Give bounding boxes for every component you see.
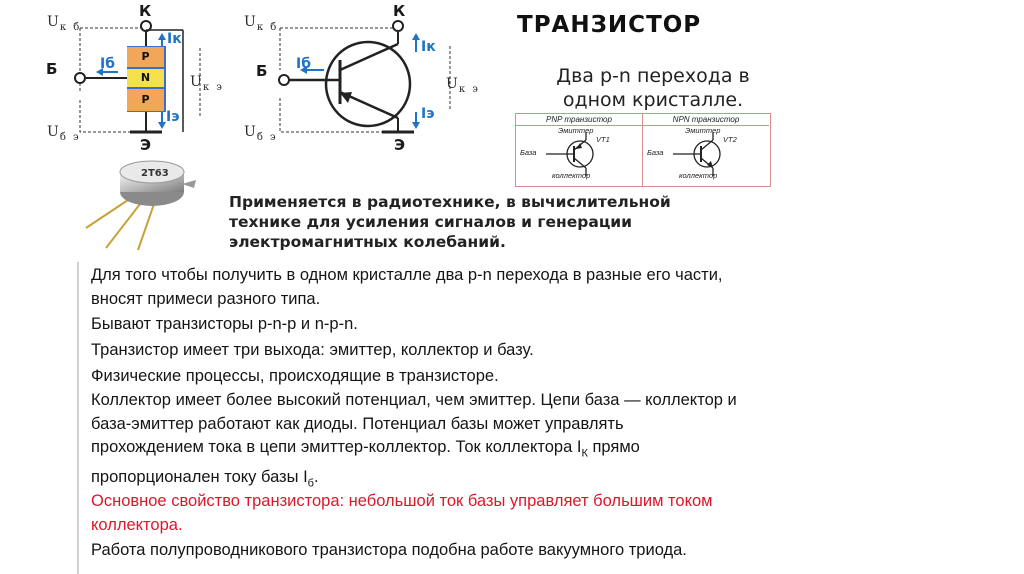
label-ib-2: Iб	[296, 56, 311, 72]
paragraph-line: Коллектор имеет более высокий потенциал, чем эмиттер. Цепи база — коллектор и	[91, 391, 737, 409]
label-ie: Iэ	[166, 109, 180, 125]
label-uke: $U_{к э}$	[190, 74, 224, 93]
layer-p-bottom: P	[127, 89, 164, 111]
paragraph-line: коллектора.	[91, 515, 183, 534]
usage-text	[229, 192, 789, 252]
paragraph-terminals: Транзистор имеет три выхода: эмиттер, коллектор и базу.	[91, 341, 534, 359]
paragraph-line: база-эмиттер работают как диоды. Потенциал базы может управлять	[91, 414, 624, 433]
label-base-2: Б	[256, 62, 268, 80]
subtitle-line: одном кристалле.	[562, 89, 744, 111]
subtitle	[503, 64, 803, 112]
npn-column	[643, 114, 769, 186]
pnp-symbol-icon	[546, 132, 606, 176]
paragraph-impurities	[91, 264, 871, 311]
page-title: ТРАНЗИСТОР	[517, 12, 702, 38]
npn-collector-label: коллектор	[679, 171, 718, 180]
paragraph-line: пропорционален току базы $I_б$.	[91, 467, 319, 490]
npn-symbol-icon	[673, 132, 733, 176]
pnp-ref-label: VT1	[596, 135, 610, 144]
layer-p-top: P	[127, 47, 164, 67]
paragraph-potential	[91, 389, 871, 496]
usage-line: технике для усиления сигналов и генерации	[229, 213, 633, 231]
subtitle-line: Два p-n перехода в	[556, 65, 750, 87]
paragraph-line: прохождением тока в цепи эмиттер-коллектор. Ток коллектора $I_К$ прямо	[91, 438, 640, 460]
photo-marking: 2Т63	[141, 168, 169, 179]
label-ik-2: Iк	[421, 39, 436, 55]
label-ik: Iк	[167, 31, 182, 47]
npn-base-label: База	[647, 148, 664, 157]
npn-ref-label: VT2	[723, 135, 737, 144]
label-uke-2: $U_{к э}$	[446, 76, 480, 95]
paragraph-line: Для того чтобы получить в одном кристалле два p-n перехода в разные его части,	[91, 266, 723, 284]
label-collector: К	[139, 2, 152, 20]
label-emitter-2: Э	[394, 136, 406, 154]
usage-line: Применяется в радиотехнике, в вычислительной	[229, 193, 671, 211]
pnp-collector-label: коллектор	[552, 171, 591, 180]
label-ukb-2: $U_{к б}$	[244, 14, 279, 33]
paragraph-triode: Работа полупроводникового транзистора подобна работе вакуумного триода.	[91, 541, 687, 559]
label-ube: $U_{б э}$	[47, 124, 81, 143]
label-ukb: $U_{к б}$	[47, 14, 82, 33]
npn-emitter-label: Эмиттер	[685, 126, 721, 135]
label-ube-2: $U_{б э}$	[244, 124, 278, 143]
layer-n: N	[127, 69, 164, 87]
usage-line: электромагнитных колебаний.	[229, 233, 506, 251]
explanation-box	[77, 262, 871, 574]
paragraph-main-property	[91, 490, 871, 537]
paragraph-line: вносят примеси разного типа.	[91, 289, 321, 308]
label-base: Б	[46, 60, 58, 78]
label-emitter: Э	[140, 136, 152, 154]
paragraph-types: Бывают транзисторы p-n-p и n-p-n.	[91, 315, 358, 333]
schematic-table	[515, 113, 771, 187]
pnp-column	[516, 114, 643, 186]
pnp-header: PNP транзистор	[516, 114, 642, 126]
pnp-emitter-label: Эмиттер	[558, 126, 594, 135]
pnp-base-label: База	[520, 148, 537, 157]
paragraph-processes: Физические процессы, происходящие в транзисторе.	[91, 367, 499, 385]
npn-header: NPN транзистор	[643, 114, 769, 126]
label-ie-2: Iэ	[421, 106, 435, 122]
label-collector-2: К	[393, 2, 406, 20]
paragraph-line: Основное свойство транзистора: небольшой ток базы управляет большим током	[91, 492, 713, 510]
label-ib: Iб	[100, 56, 115, 72]
transistor-photo	[78, 158, 228, 254]
